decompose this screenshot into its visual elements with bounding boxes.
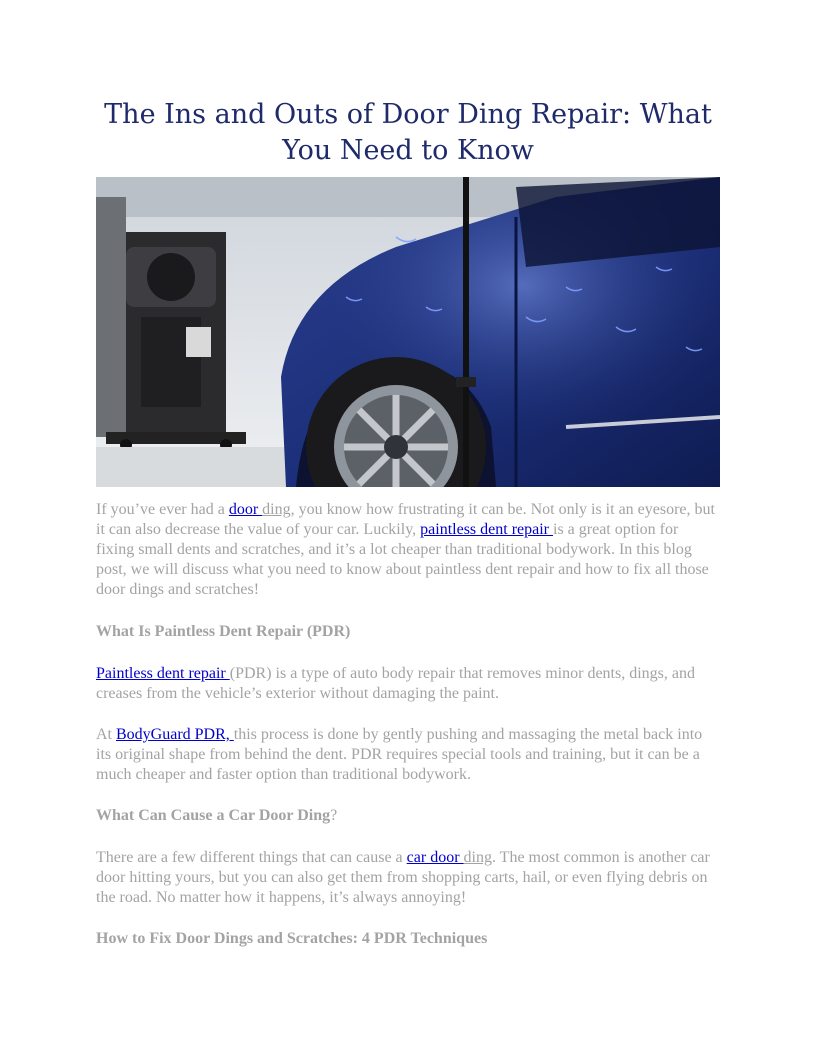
intro-text-3: is a great option for fixing small dents and scratches, and it’s a lot cheaper than traditional bodywork. In this blog post, we will discuss what you need to know about paintless dent repair and how to fix all those door dings and scratches! xyxy=(96,521,709,598)
bodyguard-paragraph xyxy=(96,725,720,785)
bodyguard-pdr-link[interactable]: BodyGuard PDR, xyxy=(116,726,234,743)
causes-text-1: There are a few different things that can cause a xyxy=(96,849,407,866)
intro-paragraph xyxy=(96,500,720,600)
bodyguard-text-2: this process is done by gently pushing and massaging the metal back into its original shape from behind the dent. PDR requires special tools and training, but it can be a much cheaper and faster option than traditional bodywork. xyxy=(96,726,703,783)
heading-what-can-cause-bold: What Can Cause a Car Door Ding xyxy=(96,807,331,824)
page-title: The Ins and Outs of Door Ding Repair: What You Need to Know xyxy=(104,99,712,166)
bodyguard-text-1: At xyxy=(96,726,116,743)
pdr-definition-paragraph xyxy=(96,664,720,704)
ding-underlined-text: ding xyxy=(262,501,291,518)
car-door-link[interactable]: car door xyxy=(406,849,464,866)
causes-paragraph xyxy=(96,848,720,908)
pdr-definition-text: (PDR) is a type of auto body repair that removes minor dents, dings, and creases from the vehicle’s exterior without damaging the paint. xyxy=(96,665,695,702)
hero-image-car-door-repair xyxy=(96,177,720,487)
heading-what-is-pdr: What Is Paintless Dent Repair (PDR) xyxy=(96,623,351,640)
intro-text-2: , you know how frustrating it can be. Not only is it an eyesore, but it can also decrease the value of your car. Luckily, xyxy=(96,501,715,538)
heading-how-to-fix: How to Fix Door Dings and Scratches: 4 PDR Techniques xyxy=(96,930,488,947)
heading-what-can-cause xyxy=(96,806,720,826)
paintless-dent-repair-link-2[interactable]: Paintless dent repair xyxy=(96,665,230,682)
door-link[interactable]: door xyxy=(228,501,263,518)
causes-text-2: . The most common is another car door hitting yours, but you can also get them from shopping carts, hail, or even flying debris on the road. No matter how it happens, it’s always annoying! xyxy=(96,849,710,906)
paintless-dent-repair-link[interactable]: paintless dent repair xyxy=(420,521,553,538)
heading-question-mark: ? xyxy=(330,807,338,824)
ding-underlined-text-2: ding xyxy=(463,849,492,866)
intro-text-1: If you’ve ever had a xyxy=(96,501,229,518)
